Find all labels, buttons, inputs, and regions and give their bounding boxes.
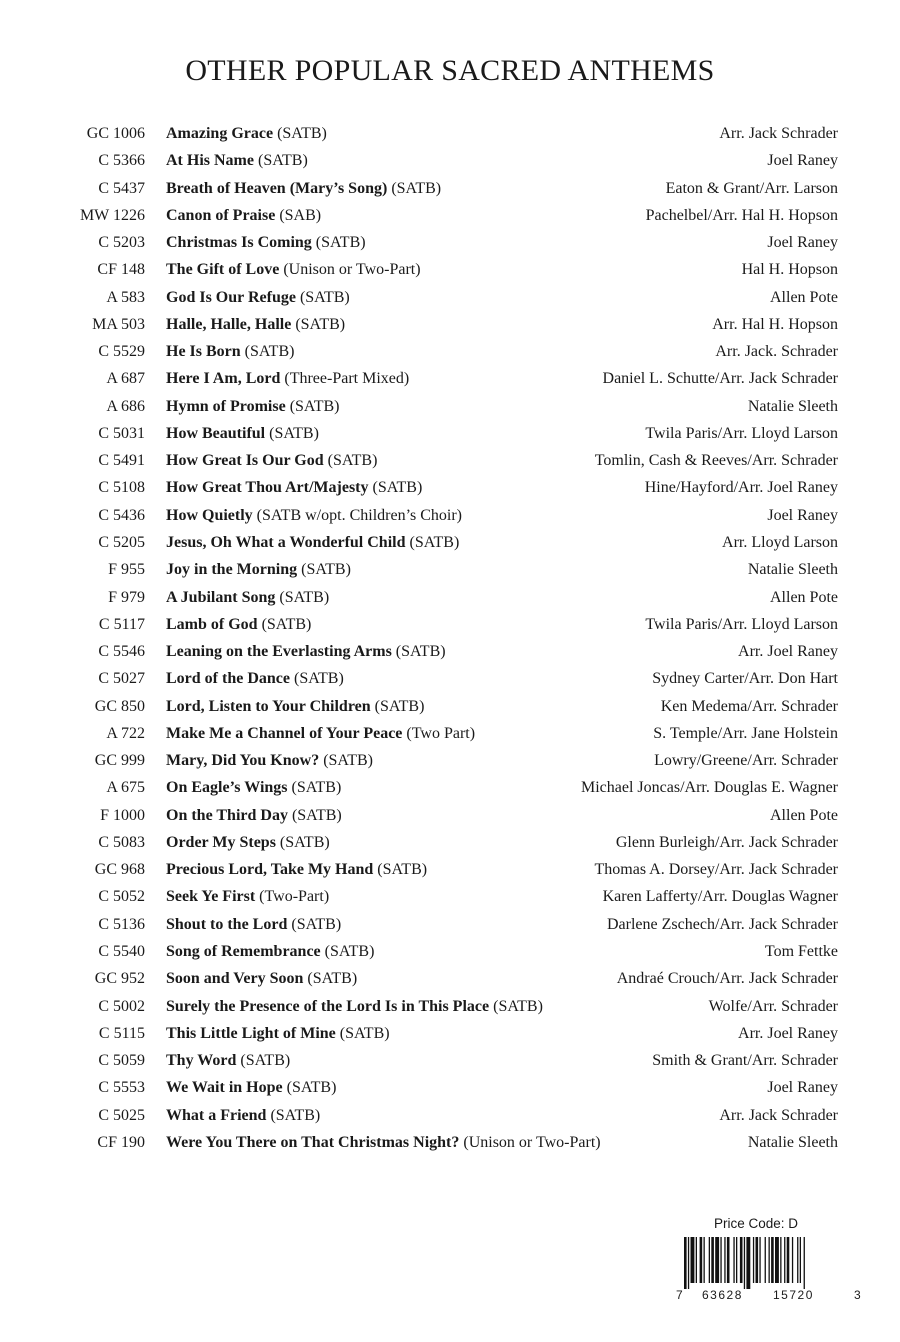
anthem-credit: Arr. Lloyd Larson [722,533,838,551]
anthem-row [0,229,900,256]
anthem-credit: Joel Raney [767,234,838,252]
anthem-piece [166,393,339,420]
anthem-row [0,665,900,692]
anthem-row [0,147,900,174]
anthem-voicing: (SATB) [395,643,446,661]
price-code: Price Code: D [714,1216,799,1231]
anthem-row [0,256,900,283]
catalog-code: C 5203 [98,234,145,252]
anthem-title: This Little Light of Mine [166,1024,336,1042]
anthem-piece [166,365,409,392]
anthem-voicing: (SATB) [291,779,342,797]
anthem-piece [166,638,446,665]
catalog-code: C 5025 [98,1106,145,1124]
anthem-credit: S. Temple/Arr. Jane Holstein [653,724,838,742]
anthem-title: Make Me a Channel of Your Peace [166,724,403,742]
anthem-row [0,965,900,992]
catalog-code: C 5546 [98,643,145,661]
anthem-piece [166,829,330,856]
barcode-bar-8 [715,1237,719,1283]
barcode-block [676,1210,862,1306]
anthem-voicing: (SATB) [295,315,346,333]
anthem-row [0,1129,900,1156]
anthem-credit: Daniel L. Schutte/Arr. Jack Schrader [602,370,838,388]
catalog-code: F 955 [108,561,145,579]
anthem-credit: Tom Fettke [764,942,838,960]
anthem-row [0,802,900,829]
anthem-voicing: (SATB) [377,861,428,879]
barcode-bar-0 [684,1237,687,1289]
catalog-code: C 5059 [98,1052,145,1070]
anthem-voicing: (SATB) [279,833,330,851]
barcode-bar-15 [744,1237,745,1289]
anthem-row [0,1047,900,1074]
anthem-row [0,338,900,365]
catalog-code: GC 850 [94,697,145,715]
anthem-title: He Is Born [166,343,241,361]
anthem-voicing: (SATB) [240,1052,291,1070]
anthem-piece [166,747,373,774]
anthem-piece [166,774,341,801]
anthem-piece [166,1074,336,1101]
catalog-code: C 5205 [98,533,145,551]
anthem-voicing: (SATB) [277,125,327,142]
barcode-bar-23 [775,1237,779,1283]
anthem-credit: Natalie Sleeth [747,561,838,579]
anthem-piece [166,611,311,638]
barcode-bar-22 [771,1237,774,1283]
anthem-title: Precious Lord, Take My Hand [166,861,374,879]
barcode-digit-check: 3 [854,1288,861,1302]
catalog-code: GC 968 [94,861,145,879]
anthem-credit: Arr. Jack Schrader [719,1106,838,1124]
barcode-bar-2 [691,1237,695,1283]
catalog-code: C 5083 [98,833,145,851]
catalog-code: C 5436 [98,506,145,524]
anthem-row [0,393,900,420]
catalog-code: A 686 [106,397,145,415]
barcode-bar-24 [780,1237,781,1283]
anthem-row [0,856,900,883]
anthem-title: Halle, Halle, Halle [166,315,292,333]
anthem-title: Surely the Presence of the Lord Is in This Place [166,997,490,1015]
barcode-bar-26 [787,1237,790,1283]
anthem-row [0,911,900,938]
anthem-title: Canon of Praise [166,206,276,224]
barcode-digits-left: 63628 [702,1288,743,1302]
anthem-row [0,611,900,638]
anthem-row [0,638,900,665]
anthem-voicing: (SAB) [279,206,322,224]
anthem-credit: Wolfe/Arr. Schrader [708,997,838,1015]
anthem-row [0,502,900,529]
anthem-title: How Great Thou Art/Majesty [166,479,369,497]
anthem-title: Here I Am, Lord [166,370,281,388]
catalog-code: GC 999 [94,752,145,770]
catalog-code: C 5366 [98,152,145,170]
anthem-title: Thy Word [166,1052,237,1070]
anthem-list [0,120,900,1156]
anthem-piece [166,338,294,365]
anthem-title: Joy in the Morning [166,561,298,579]
catalog-code: C 5115 [98,1024,145,1042]
anthem-piece [166,256,421,283]
anthem-voicing: (SATB) [244,343,295,361]
catalog-code: GC 952 [94,970,145,988]
anthem-row [0,1102,900,1129]
catalog-code: C 5031 [98,424,145,442]
anthem-credit: Twila Paris/Arr. Lloyd Larson [645,615,838,633]
anthem-piece [166,229,366,256]
anthem-voicing: (Two Part) [406,724,476,742]
anthem-row [0,365,900,392]
anthem-title: Leaning on the Everlasting Arms [166,643,392,661]
anthem-row [0,202,900,229]
anthem-piece [166,202,321,229]
anthem-credit: Natalie Sleeth [747,397,838,415]
barcode-bar-17 [753,1237,754,1283]
catalog-code: C 5108 [98,479,145,497]
catalog-code: C 5437 [98,179,145,197]
anthem-row [0,829,900,856]
anthem-title: Breath of Heaven (Mary’s Song) [166,179,388,197]
anthem-credit: Arr. Jack. Schrader [715,343,838,361]
anthem-voicing: (SATB) [327,452,378,470]
catalog-code: MW 1226 [79,206,145,224]
anthem-piece [166,802,342,829]
anthem-credit: Pachelbel/Arr. Hal H. Hopson [645,206,838,224]
catalog-code: F 979 [108,588,145,606]
barcode-digits-right: 15720 [773,1288,814,1302]
anthem-voicing: (SATB) [261,615,312,633]
anthem-voicing: (SATB) [291,806,342,824]
barcode-bar-9 [720,1237,721,1283]
anthem-row [0,993,900,1020]
anthem-voicing: (SATB) [299,288,350,306]
anthem-piece [166,175,441,202]
anthem-title: Mary, Did You Know? [166,752,320,770]
anthem-piece [166,1102,320,1129]
anthem-title: How Great Is Our God [166,452,324,470]
anthem-title: Order My Steps [166,833,276,851]
anthem-voicing: (SATB) [279,588,330,606]
anthem-piece [166,856,427,883]
anthem-credit: Allen Pote [770,288,838,306]
anthem-voicing: (SATB) [324,942,375,960]
anthem-title: Lamb of God [166,615,258,633]
anthem-credit: Ken Medema/Arr. Schrader [660,697,838,715]
anthem-row [0,120,900,147]
anthem-row [0,747,900,774]
catalog-code: C 5052 [98,888,145,906]
anthem-credit: Hal H. Hopson [741,261,838,279]
anthem-credit: Tomlin, Cash & Reeves/Arr. Schrader [594,452,838,470]
barcode-bar-18 [756,1237,759,1283]
anthem-credit: Eaton & Grant/Arr. Larson [665,179,838,197]
anthem-credit: Hine/Hayford/Arr. Joel Raney [644,479,838,497]
anthem-piece [166,556,351,583]
anthem-credit: Arr. Jack Schrader [719,125,838,142]
anthem-piece [166,147,308,174]
anthem-row [0,447,900,474]
anthem-credit: Thomas A. Dorsey/Arr. Jack Schrader [594,861,838,879]
anthem-credit: Darlene Zschech/Arr. Jack Schrader [607,915,838,933]
anthem-title: Lord, Listen to Your Children [166,697,371,715]
anthem-piece [166,529,459,556]
anthem-voicing: (SATB) [291,915,342,933]
barcode-bar-21 [769,1237,770,1283]
anthem-credit: Twila Paris/Arr. Lloyd Larson [645,424,838,442]
barcode-bar-27 [792,1237,793,1283]
anthem-piece [166,965,357,992]
catalog-code: C 5529 [98,343,145,361]
anthem-credit: Glenn Burleigh/Arr. Jack Schrader [615,833,838,851]
barcode-bar-5 [704,1237,705,1283]
anthem-voicing: (SATB) [374,697,425,715]
anthem-piece [166,120,327,147]
anthem-credit: Karen Lafferty/Arr. Douglas Wagner [602,888,838,906]
barcode-digit-lead: 7 [676,1288,683,1302]
catalog-code: C 5027 [98,670,145,688]
anthem-voicing: (SATB w/opt. Children’s Choir) [256,506,463,524]
anthem-piece [166,474,422,501]
anthem-credit: Allen Pote [770,806,838,824]
anthem-row [0,938,900,965]
catalog-code: C 5117 [98,615,145,633]
anthem-title: On Eagle’s Wings [166,779,288,797]
anthem-row [0,720,900,747]
barcode-bar-11 [727,1237,730,1283]
anthem-voicing: (SATB) [293,670,344,688]
anthem-row [0,175,900,202]
catalog-code: C 5491 [98,452,145,470]
anthem-credit: Joel Raney [767,152,838,170]
anthem-title: God Is Our Refuge [166,288,296,306]
anthem-row [0,284,900,311]
catalog-code: A 722 [106,724,145,742]
anthem-voicing: (Unison or Two-Part) [283,261,421,279]
anthem-piece [166,1047,290,1074]
anthem-title: Hymn of Promise [166,397,286,415]
anthem-credit: Smith & Grant/Arr. Schrader [652,1052,838,1070]
anthem-row [0,883,900,910]
anthem-piece [166,311,345,338]
anthem-credit: Arr. Joel Raney [738,1024,838,1042]
barcode-bar-29 [800,1237,801,1283]
catalog-code: CF 190 [97,1133,145,1151]
anthem-voicing: (Unison or Two-Part) [463,1133,601,1151]
barcode-bar-25 [784,1237,785,1283]
anthem-title: On the Third Day [166,806,288,824]
anthem-piece [166,883,329,910]
anthem-title: What a Friend [166,1106,267,1124]
anthem-title: Shout to the Lord [166,915,288,933]
anthem-voicing: (SATB) [269,424,319,442]
anthem-voicing: (SATB) [307,970,358,988]
anthem-row [0,774,900,801]
anthem-row [0,1020,900,1047]
anthem-piece [166,420,319,447]
anthem-voicing: (SATB) [286,1079,337,1097]
anthem-title: How Beautiful [166,424,266,442]
anthem-voicing: (SATB) [323,752,373,770]
anthem-voicing: (SATB) [391,179,442,197]
catalog-code: C 5540 [98,942,145,960]
anthem-title: A Jubilant Song [166,588,276,606]
anthem-title: Song of Remembrance [166,942,321,960]
anthem-piece [166,502,462,529]
anthem-credit: Joel Raney [767,506,838,524]
barcode-icon [684,1237,854,1289]
anthem-row [0,584,900,611]
barcode-bar-1 [688,1237,689,1289]
anthem-voicing: (SATB) [301,561,351,579]
anthem-credit: Arr. Joel Raney [738,643,838,661]
catalog-code: F 1000 [100,806,145,824]
anthem-credit: Sydney Carter/Arr. Don Hart [652,670,838,688]
anthem-piece [166,938,374,965]
anthem-title: The Gift of Love [166,261,280,279]
anthem-voicing: (Three-Part Mixed) [284,370,410,388]
barcode-bar-3 [696,1237,697,1283]
anthem-title: How Quietly [166,506,253,524]
anthem-row [0,529,900,556]
barcode-bar-14 [740,1237,743,1283]
anthem-piece [166,584,329,611]
barcode-bar-30 [804,1237,805,1289]
anthem-credit: Lowry/Greene/Arr. Schrader [654,752,838,770]
anthem-row [0,556,900,583]
anthem-voicing: (SATB) [257,152,308,170]
anthem-voicing: (Two-Part) [259,888,330,906]
anthem-piece [166,1020,390,1047]
catalog-code: C 5136 [98,915,145,933]
anthem-title: We Wait in Hope [166,1079,283,1097]
anthem-row [0,474,900,501]
anthem-piece [166,911,341,938]
anthem-voicing: (SATB) [372,479,423,497]
anthem-credit: Andraé Crouch/Arr. Jack Schrader [616,970,838,988]
barcode-bar-12 [733,1237,734,1283]
barcode-bar-19 [759,1237,760,1283]
anthem-title: Lord of the Dance [166,670,290,688]
catalog-code: GC 1006 [86,125,145,142]
catalog-code: C 5002 [98,997,145,1015]
anthem-title: Soon and Very Soon [166,970,304,988]
barcode-bar-28 [797,1237,798,1283]
anthem-piece [166,284,350,311]
anthem-title: Jesus, Oh What a Wonderful Child [166,533,406,551]
catalog-code: C 5553 [98,1079,145,1097]
anthem-credit: Natalie Sleeth [747,1133,838,1151]
barcode-bar-20 [765,1237,766,1283]
anthem-voicing: (SATB) [289,397,340,415]
anthem-voicing: (SATB) [315,234,366,252]
anthem-voicing: (SATB) [270,1106,321,1124]
catalog-code: A 675 [106,779,145,797]
anthem-voicing: (SATB) [409,533,460,551]
barcode-bar-6 [709,1237,710,1283]
anthem-credit: Joel Raney [767,1079,838,1097]
anthem-piece [166,993,543,1020]
anthem-credit: Michael Joncas/Arr. Douglas E. Wagner [580,779,838,797]
catalog-code: MA 503 [92,315,145,333]
catalog-code: A 583 [106,288,145,306]
anthem-title: Were You There on That Christmas Night? [166,1133,460,1151]
anthem-piece [166,447,377,474]
anthem-piece [166,665,344,692]
barcode-bar-4 [700,1237,703,1283]
anthem-credit: Allen Pote [770,588,838,606]
anthem-row [0,1074,900,1101]
anthem-title: Amazing Grace [166,125,274,142]
anthem-credit: Arr. Hal H. Hopson [712,315,838,333]
barcode-bar-7 [711,1237,714,1283]
anthem-title: Seek Ye First [166,888,256,906]
catalog-code: CF 148 [97,261,145,279]
barcode-bar-13 [736,1237,737,1283]
anthem-piece [166,693,424,720]
anthem-voicing: (SATB) [493,997,543,1015]
anthem-voicing: (SATB) [339,1024,390,1042]
anthem-row [0,693,900,720]
catalog-code: A 687 [106,370,145,388]
anthem-row [0,311,900,338]
anthem-title: Christmas Is Coming [166,234,312,252]
anthem-piece [166,720,475,747]
anthem-title: At His Name [166,152,254,170]
anthem-piece [166,1129,601,1156]
barcode-bar-10 [724,1237,725,1283]
anthem-row [0,420,900,447]
page-title: OTHER POPULAR SACRED ANTHEMS [185,54,715,87]
barcode-bar-16 [746,1237,750,1289]
